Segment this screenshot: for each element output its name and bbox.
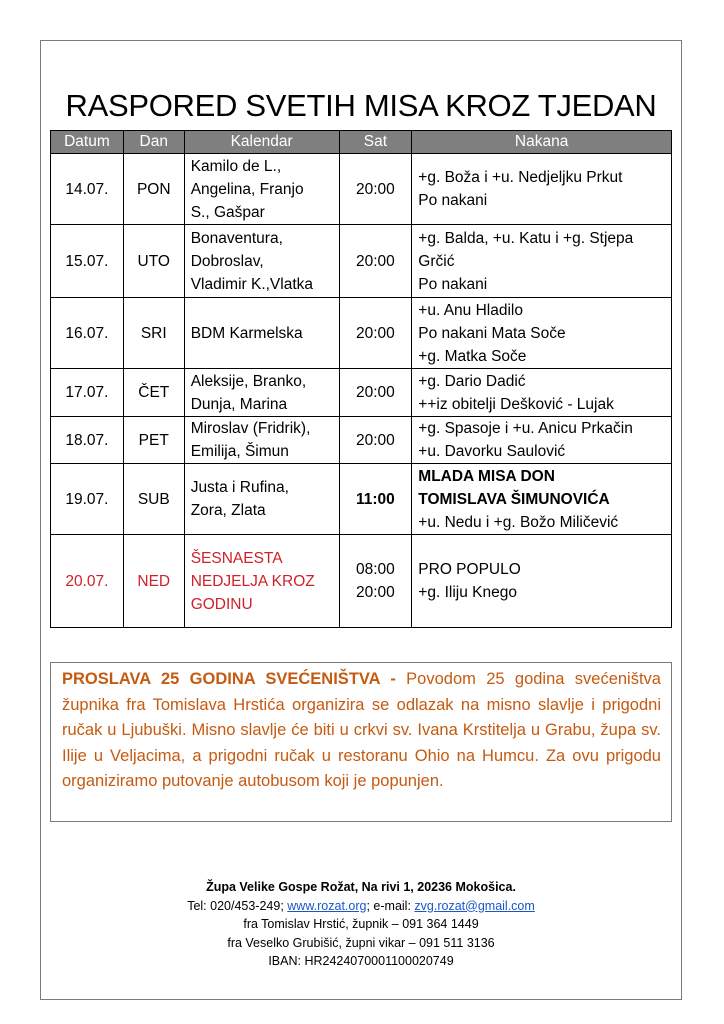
row-time: 20:00	[339, 369, 412, 417]
table-row	[51, 298, 672, 369]
row-date: 16.07.	[51, 298, 124, 369]
row-time	[339, 535, 412, 628]
calendar-line: Emilija, Šimun	[190, 443, 289, 460]
header-calendar: Kalendar	[184, 131, 339, 154]
intention-line: +g. Matka Soče	[418, 347, 527, 365]
row-time: 20:00	[339, 417, 412, 464]
row-day: ČET	[123, 369, 184, 417]
row-calendar	[184, 417, 339, 464]
intention-line: +g. Dario Dadić	[418, 372, 526, 390]
intention-line: PRO POPULO	[418, 561, 521, 578]
intention-line: +g. Spasoje i +u. Anicu Prkačin	[418, 420, 633, 437]
row-day: PET	[123, 417, 184, 464]
intention-line: +g. Boža i +u. Nedjeljku Prkut	[418, 169, 623, 186]
header-intention: Nakana	[412, 131, 672, 154]
row-intention	[412, 535, 672, 628]
row-intention	[412, 225, 672, 298]
calendar-line: NEDJELJA KROZ	[190, 572, 315, 590]
tel-text: Tel: 020/453-249;	[187, 898, 288, 913]
row-day: UTO	[123, 225, 184, 298]
vicar-contact: fra Veselko Grubišić, župni vikar – 091 511 3136	[227, 935, 495, 950]
intention-line: Po nakani	[418, 192, 488, 209]
time-line: 08:00	[355, 561, 395, 578]
row-intention	[412, 298, 672, 369]
row-time: 11:00	[339, 464, 412, 535]
calendar-line: Miroslav (Fridrik),	[190, 420, 311, 437]
website-link[interactable]: www.rozat.org	[287, 898, 367, 913]
intention-line: +u. Davorku Saulović	[418, 443, 566, 460]
mass-schedule-table	[50, 130, 672, 628]
intention-line: Grčić	[418, 252, 455, 270]
row-date: 17.07.	[51, 369, 124, 417]
row-intention	[412, 417, 672, 464]
header-time: Sat	[339, 131, 412, 154]
calendar-line: Dunja, Marina	[190, 395, 288, 413]
table-row	[51, 225, 672, 298]
page-title: RASPORED SVETIH MISA KROZ TJEDAN	[65, 88, 657, 123]
notice-body: Povodom 25 godina svećeništva župnika fra Tomislava Hrstića organizira se odlazak na misno slavlje i prigodni ručak u Ljubuški. Misno slavlje će biti u crkvi sv. Ivana Krstitelja u Grabu, župa sv. Ilije u Veljacima, a prigodni ručak u restoranu Ohio na Humcu. Za ovu prigodu organiziramo putovanje autobusom koji je popunjen.	[62, 670, 661, 791]
calendar-line: Dobroslav,	[190, 252, 264, 270]
row-time: 20:00	[339, 225, 412, 298]
table-row	[51, 417, 672, 464]
table-row-sunday	[51, 535, 672, 628]
intention-line-highlight: TOMISLAVA ŠIMUNOVIĆA	[418, 490, 610, 508]
intention-line: +u. Nedu i +g. Božo Miličević	[418, 513, 619, 531]
row-date: 14.07.	[51, 154, 124, 225]
row-day: NED	[123, 535, 184, 628]
calendar-line: Aleksije, Branko,	[190, 372, 307, 390]
priest-contact: fra Tomislav Hrstić, župnik – 091 364 1449	[243, 917, 479, 931]
header-day: Dan	[123, 131, 184, 154]
email-link[interactable]: zvg.rozat@gmail.com	[414, 898, 535, 913]
table-header-row	[51, 131, 672, 154]
row-date: 20.07.	[51, 535, 124, 628]
row-intention	[412, 154, 672, 225]
calendar-line: Kamilo de L.,	[190, 157, 282, 175]
calendar-line: Angelina, Franjo	[190, 180, 304, 198]
email-label: ; e-mail:	[366, 898, 415, 913]
row-date: 19.07.	[51, 464, 124, 535]
intention-line: Po nakani Mata Soče	[418, 324, 566, 342]
row-calendar	[184, 154, 339, 225]
row-day: PON	[123, 154, 184, 225]
calendar-line: Bonaventura,	[190, 229, 283, 247]
header-date: Datum	[51, 131, 124, 154]
row-time: 20:00	[339, 154, 412, 225]
anniversary-notice	[50, 662, 672, 822]
calendar-line: BDM Karmelska	[190, 324, 303, 342]
intention-line-highlight: MLADA MISA DON	[418, 467, 555, 485]
calendar-line: GODINU	[190, 595, 253, 613]
iban: IBAN: HR2424070001100020749	[268, 954, 454, 968]
row-calendar	[184, 225, 339, 298]
intention-line: ++iz obitelji Dešković - Lujak	[418, 395, 614, 413]
row-calendar	[184, 298, 339, 369]
table-row	[51, 369, 672, 417]
time-line: 20:00	[355, 584, 395, 601]
table-row	[51, 154, 672, 225]
intention-line: +g. Balda, +u. Katu i +g. Stjepa	[418, 229, 634, 247]
row-day: SUB	[123, 464, 184, 535]
row-intention	[412, 464, 672, 535]
intention-line: Po nakani	[418, 275, 488, 293]
intention-line: +u. Anu Hladilo	[418, 301, 523, 319]
row-calendar	[184, 535, 339, 628]
calendar-line: Justa i Rufina,	[190, 479, 289, 496]
calendar-line: Vladimir K.,Vlatka	[190, 275, 314, 293]
row-calendar	[184, 464, 339, 535]
notice-title: PROSLAVA 25 GODINA SVEĆENIŠTVA -	[62, 670, 396, 688]
row-day: SRI	[123, 298, 184, 369]
calendar-line: S., Gašpar	[190, 203, 265, 221]
contact-line	[40, 897, 682, 916]
row-calendar	[184, 369, 339, 417]
row-date: 18.07.	[51, 417, 124, 464]
parish-footer	[40, 878, 682, 971]
calendar-line: ŠESNAESTA	[190, 549, 283, 567]
row-intention	[412, 369, 672, 417]
table-row	[51, 464, 672, 535]
row-date: 15.07.	[51, 225, 124, 298]
calendar-line: Zora, Zlata	[190, 502, 266, 519]
row-time: 20:00	[339, 298, 412, 369]
parish-address: Župa Velike Gospe Rožat, Na rivi 1, 20236 Mokošica.	[206, 880, 516, 894]
intention-line: +g. Iliju Knego	[418, 584, 517, 601]
